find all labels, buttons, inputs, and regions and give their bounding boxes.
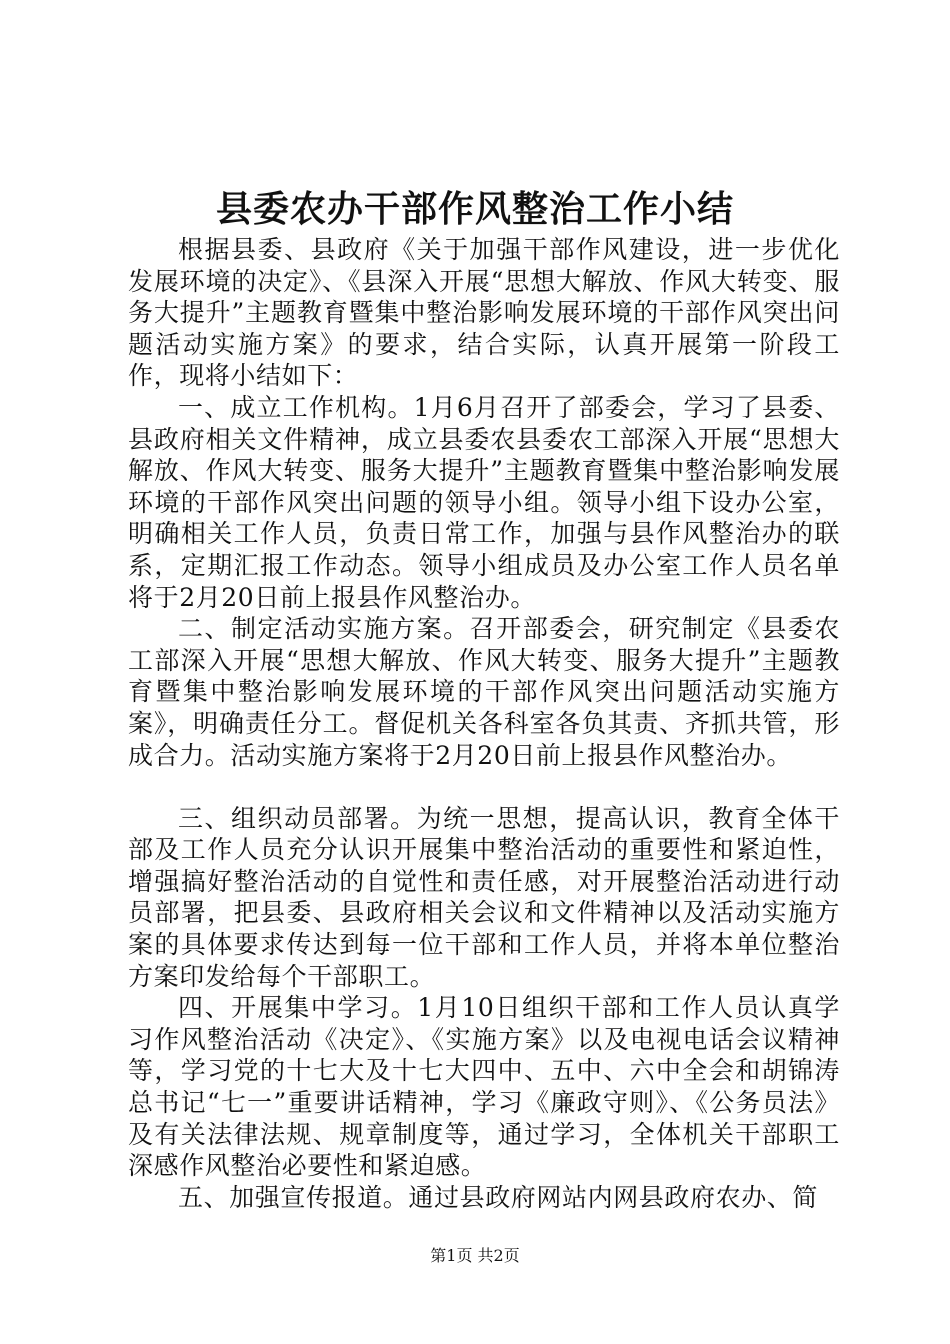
page-number-footer: 第1页 共2页 (430, 1246, 520, 1265)
paragraph-section-4: 四、开展集中学习。1月10日组织干部和工作人员认真学习作风整治活动《决定》、《实施方案》以及电视电话会议精神等，学习党的十七大及十七大四中、五中、六中全会和胡锦涛总书记“七一”重要讲话精神，学习《廉政守则》、《公务员法》及有关法律法规、规章制度等，通过学习，全体机关干部职工深感作风整治必要性和紧迫感。 (128, 993, 840, 1181)
paragraph-section-5: 五、加强宣传报道。通过县政府网站内网县政府农办、简 (178, 1182, 819, 1212)
document-title: 县委农办干部作风整治工作小结 (215, 188, 734, 230)
paragraph-section-3: 三、组织动员部署。为统一思想，提高认识，教育全体干部及工作人员充分认识开展集中整治活动的重要性和紧迫性，增强搞好整治活动的自觉性和责任感，对开展整治活动进行动员部署，把县委、县政府相关会议和文件精神以及活动实施方案的具体要求传达到每一位干部和工作人员，并将本单位整治方案印发给每个干部职工。 (128, 803, 840, 991)
paragraph-section-2: 二、制定活动实施方案。召开部委会，研究制定《县委农工部深入开展“思想大解放、作风大转变、服务大提升”主题教育暨集中整治影响发展环境的干部作风突出问题活动实施方案》，明确责任分工。督促机关各科室各负其责、齐抓共管，形成合力。活动实施方案将于2月20日前上报县作风整治办。 (128, 614, 840, 770)
paragraph-intro: 根据县委、县政府《关于加强干部作风建设，进一步优化发展环境的决定》、《县深入开展“思想大解放、作风大转变、服务大提升”主题教育暨集中整治影响发展环境的干部作风突出问题活动实施方案》的要求，结合实际，认真开展第一阶段工作，现将小结如下： (128, 235, 840, 391)
paragraph-section-1: 一、成立工作机构。1月6月召开了部委会，学习了县委、县政府相关文件精神，成立县委农县委农工部深入开展“思想大解放、作风大转变、服务大提升”主题教育暨集中整治影响发展环境的干部作风突出问题的领导小组。领导小组下设办公室，明确相关工作人员，负责日常工作，加强与县作风整治办的联系，定期汇报工作动态。领导小组成员及办公室工作人员名单将于2月20日前上报县作风整治办。 (128, 392, 840, 612)
document-body (128, 234, 840, 1213)
